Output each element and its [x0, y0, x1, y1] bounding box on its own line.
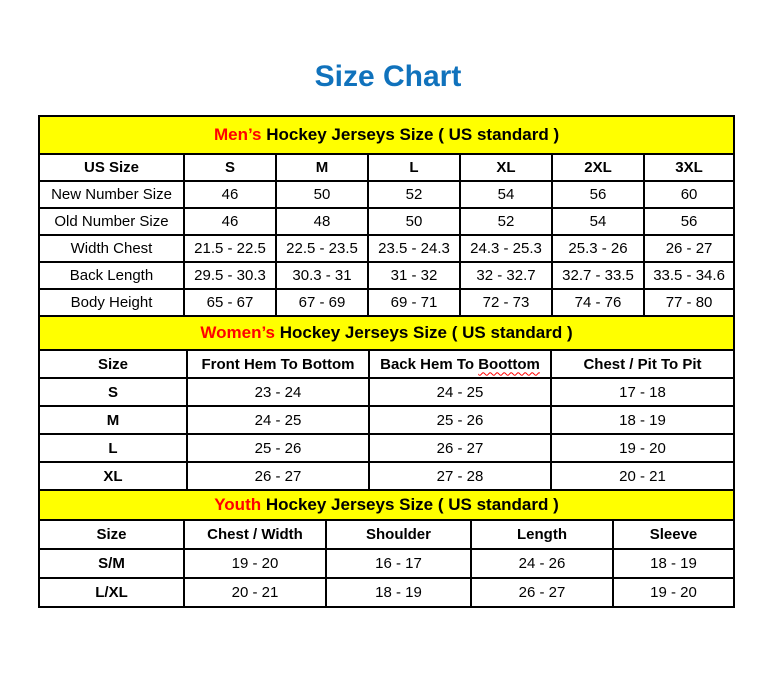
youth-caption-highlight: Youth [214, 495, 262, 514]
mens-caption [39, 116, 734, 154]
table-cell: 18 - 19 [613, 549, 734, 578]
column-header: Chest / Pit To Pit [551, 350, 734, 378]
column-header-misspelled [369, 350, 551, 378]
mens-size-table [38, 115, 735, 317]
table-cell: 17 - 18 [551, 378, 734, 406]
row-label: XL [39, 462, 187, 490]
mens-header-row [39, 154, 734, 181]
table-cell: 60 [644, 181, 734, 208]
column-header: Sleeve [613, 520, 734, 549]
mens-caption-highlight: Men’s [213, 125, 262, 144]
table-cell: 52 [368, 181, 460, 208]
column-header: 3XL [644, 154, 734, 181]
table-cell: 19 - 20 [184, 549, 326, 578]
table-cell: 22.5 - 23.5 [276, 235, 368, 262]
table-row [39, 406, 734, 434]
table-row [39, 289, 734, 316]
table-cell: 72 - 73 [460, 289, 552, 316]
table-cell: 27 - 28 [369, 462, 551, 490]
row-label: Body Height [39, 289, 184, 316]
table-cell: 25 - 26 [369, 406, 551, 434]
table-cell: 16 - 17 [326, 549, 471, 578]
mens-caption-row [39, 116, 734, 154]
table-cell: 32.7 - 33.5 [552, 262, 644, 289]
column-header: Chest / Width [184, 520, 326, 549]
table-cell: 26 - 27 [369, 434, 551, 462]
table-cell: 25.3 - 26 [552, 235, 644, 262]
table-cell: 19 - 20 [551, 434, 734, 462]
table-cell: 74 - 76 [552, 289, 644, 316]
table-cell: 18 - 19 [551, 406, 734, 434]
column-header: Shoulder [326, 520, 471, 549]
spellcheck-squiggle-word: Boottom [478, 355, 540, 373]
table-cell: 69 - 71 [368, 289, 460, 316]
row-label: Back Length [39, 262, 184, 289]
table-cell: 48 [276, 208, 368, 235]
column-header: S [184, 154, 276, 181]
table-cell: 31 - 32 [368, 262, 460, 289]
table-cell: 33.5 - 34.6 [644, 262, 734, 289]
table-cell: 26 - 27 [471, 578, 613, 607]
mens-caption-rest: Hockey Jerseys Size ( US standard ) [261, 125, 560, 144]
table-cell: 18 - 19 [326, 578, 471, 607]
table-cell: 65 - 67 [184, 289, 276, 316]
womens-caption-highlight: Women’s [200, 323, 275, 342]
table-cell: 56 [644, 208, 734, 235]
table-row [39, 549, 734, 578]
table-cell: 30.3 - 31 [276, 262, 368, 289]
youth-caption-row [39, 490, 734, 520]
table-cell: 23.5 - 24.3 [368, 235, 460, 262]
table-cell: 54 [552, 208, 644, 235]
table-row [39, 208, 734, 235]
table-row [39, 578, 734, 607]
column-header: Length [471, 520, 613, 549]
womens-caption [39, 316, 734, 350]
column-header: US Size [39, 154, 184, 181]
table-cell: 26 - 27 [187, 462, 369, 490]
row-label: New Number Size [39, 181, 184, 208]
table-cell: 46 [184, 181, 276, 208]
row-label: Old Number Size [39, 208, 184, 235]
tables-container [0, 115, 776, 608]
table-cell: 20 - 21 [184, 578, 326, 607]
row-label: Width Chest [39, 235, 184, 262]
column-header: Size [39, 520, 184, 549]
table-cell: 56 [552, 181, 644, 208]
table-cell: 24 - 26 [471, 549, 613, 578]
header-text: Back Hem To [380, 355, 479, 373]
column-header: L [368, 154, 460, 181]
table-row [39, 462, 734, 490]
column-header: Front Hem To Bottom [187, 350, 369, 378]
row-label: L/XL [39, 578, 184, 607]
table-cell: 50 [276, 181, 368, 208]
table-cell: 54 [460, 181, 552, 208]
row-label: M [39, 406, 187, 434]
youth-caption [39, 490, 734, 520]
table-row [39, 262, 734, 289]
table-cell: 77 - 80 [644, 289, 734, 316]
column-header: M [276, 154, 368, 181]
youth-size-table [38, 489, 735, 608]
womens-size-table [38, 315, 735, 491]
table-row [39, 181, 734, 208]
youth-header-row [39, 520, 734, 549]
womens-caption-rest: Hockey Jerseys Size ( US standard ) [275, 323, 573, 342]
youth-caption-rest: Hockey Jerseys Size ( US standard ) [261, 495, 559, 514]
table-cell: 25 - 26 [187, 434, 369, 462]
column-header: Size [39, 350, 187, 378]
table-row [39, 434, 734, 462]
table-cell: 29.5 - 30.3 [184, 262, 276, 289]
table-cell: 52 [460, 208, 552, 235]
womens-header-row [39, 350, 734, 378]
table-row [39, 235, 734, 262]
table-cell: 32 - 32.7 [460, 262, 552, 289]
page-title: Size Chart [314, 60, 462, 93]
table-cell: 67 - 69 [276, 289, 368, 316]
table-cell: 19 - 20 [613, 578, 734, 607]
table-cell: 23 - 24 [187, 378, 369, 406]
table-cell: 20 - 21 [551, 462, 734, 490]
table-cell: 24 - 25 [187, 406, 369, 434]
row-label: L [39, 434, 187, 462]
table-row [39, 378, 734, 406]
column-header: XL [460, 154, 552, 181]
womens-caption-row [39, 316, 734, 350]
table-cell: 46 [184, 208, 276, 235]
table-cell: 24 - 25 [369, 378, 551, 406]
table-cell: 24.3 - 25.3 [460, 235, 552, 262]
table-cell: 26 - 27 [644, 235, 734, 262]
table-cell: 21.5 - 22.5 [184, 235, 276, 262]
column-header: 2XL [552, 154, 644, 181]
row-label: S/M [39, 549, 184, 578]
table-cell: 50 [368, 208, 460, 235]
row-label: S [39, 378, 187, 406]
